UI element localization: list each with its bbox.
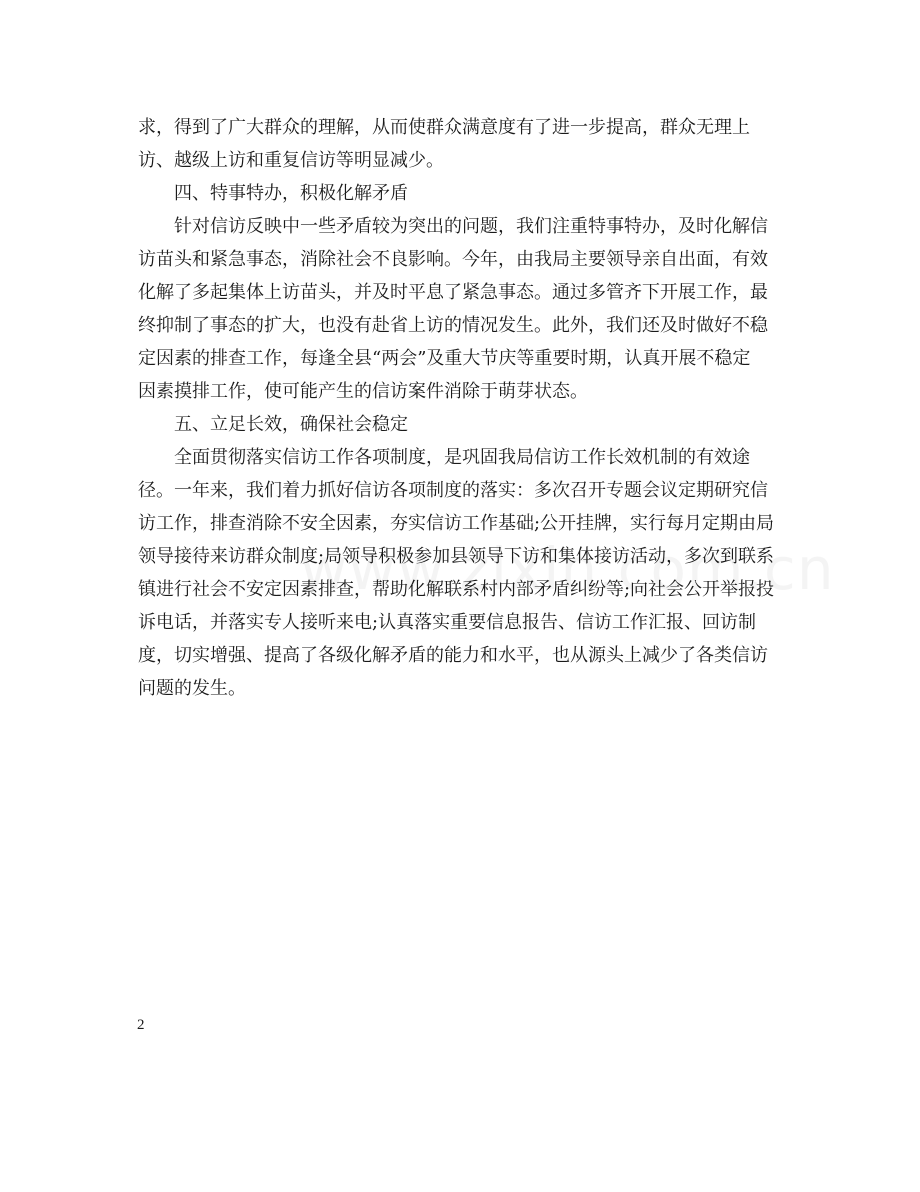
section-heading: 四、特事特办，积极化解矛盾 [174,183,408,204]
text-line: 径。一年来，我们着力抓好信访各项制度的落实：多次召开专题会议定期研究信 [138,480,768,501]
text-line: 因素摸排工作，使可能产生的信访案件消除于萌芽状态。 [138,381,588,402]
text-line: 领导接待来访群众制度;局领导积极参加县领导下访和集体接访活动，多次到联系 [138,546,775,567]
text-line: 访、越级上访和重复信访等明显减少。 [138,150,444,171]
body-text [138,111,783,705]
text-line: 访工作，排查消除不安全因素，夯实信访工作基础;公开挂牌，实行每月定期由局 [138,513,775,534]
text-line: 化解了多起集体上访苗头，并及时平息了紧急事态。通过多管齐下开展工作，最 [138,282,768,303]
text-line: 终抑制了事态的扩大，也没有赴省上访的情况发生。此外，我们还及时做好不稳 [138,315,768,336]
text-line: 问题的发生。 [138,678,246,699]
text-line: 全面贯彻落实信访工作各项制度，是巩固我局信访工作长效机制的有效途 [174,447,750,468]
section-heading: 五、立足长效，确保社会稳定 [174,414,408,435]
text-line: 访苗头和紧急事态，消除社会不良影响。今年，由我局主要领导亲自出面，有效 [138,249,768,270]
text-line: 定因素的排查工作，每逢全县“两会”及重大节庆等重要时期，认真开展不稳定 [138,348,751,369]
text-line: 针对信访反映中一些矛盾较为突出的问题，我们注重特事特办，及时化解信 [174,216,768,237]
text-line: 度，切实增强、提高了各级化解矛盾的能力和水平，也从源头上减少了各类信访 [138,645,768,666]
text-line: 镇进行社会不安定因素排查，帮助化解联系村内部矛盾纠纷等;向社会公开举报投 [138,579,775,600]
text-line: 诉电话，并落实专人接听来电;认真落实重要信息报告、信访工作汇报、回访制 [138,612,757,633]
watermark [300,535,835,603]
page-number: 2 [137,1017,145,1033]
text-line: 求，得到了广大群众的理解，从而使群众满意度有了进一步提高，群众无理上 [138,117,750,138]
